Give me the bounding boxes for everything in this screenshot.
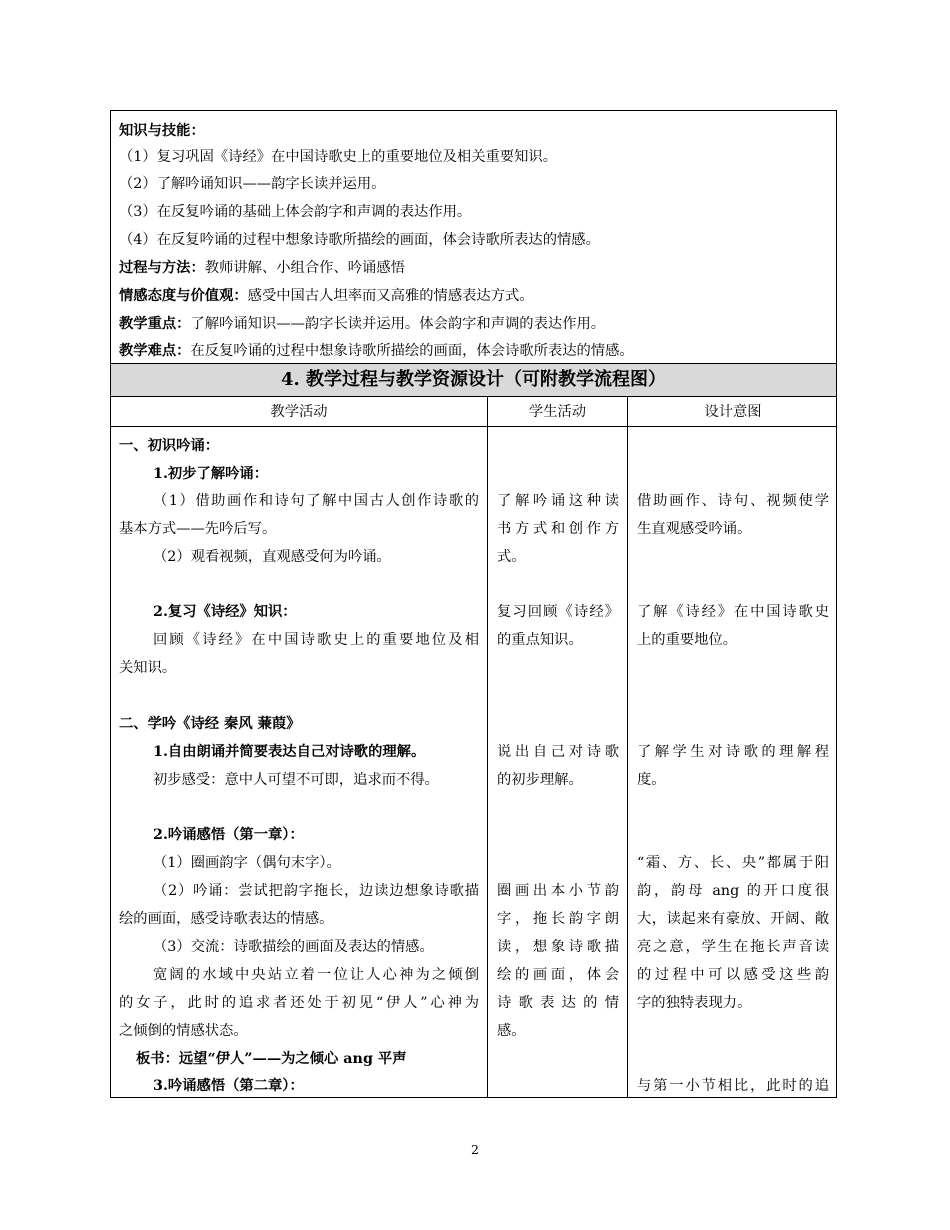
emotion-line bbox=[119, 286, 534, 306]
intent-text: 字的独特表现力。 bbox=[637, 995, 752, 1011]
student-text: 绘的画面，体会 bbox=[497, 967, 619, 983]
student-text: 字，拖长韵字朗 bbox=[497, 911, 619, 927]
section-title: 4. 教学过程与教学资源设计（可附教学流程图） bbox=[280, 369, 667, 390]
teacher-step: 二、学吟《诗经 秦风 蒹葭》 bbox=[119, 716, 301, 732]
intent-text: 上的重要地位。 bbox=[637, 632, 738, 648]
objective-item: （2）了解吟诵知识——韵字长读并运用。 bbox=[119, 176, 386, 192]
intent-text: 生直观感受吟诵。 bbox=[637, 521, 752, 537]
emotion-label: 情感态度与价值观： bbox=[119, 288, 248, 304]
teacher-step: 一、初识吟诵： bbox=[119, 438, 220, 454]
difficulty-label: 教学难点： bbox=[119, 343, 191, 359]
key-point-line bbox=[119, 314, 605, 334]
intent-text: “霜、方、长、央”都属于阳 bbox=[637, 855, 829, 871]
lesson-plan-table bbox=[110, 110, 837, 1098]
intent-text: 了解学生对诗歌的理解程 bbox=[637, 744, 829, 760]
intent-text: 的过程中可以感受这些韵 bbox=[637, 967, 829, 983]
student-text: 复习回顾《诗经》 bbox=[497, 604, 619, 620]
table-rule bbox=[111, 363, 836, 364]
table-rule bbox=[111, 426, 836, 427]
student-text: 的初步理解。 bbox=[497, 772, 583, 788]
objective-item: （3）在反复吟诵的基础上体会韵字和声调的表达作用。 bbox=[119, 204, 472, 220]
process-text: 教师讲解、小组合作、吟诵感悟 bbox=[204, 260, 405, 276]
student-text: 感。 bbox=[497, 1023, 526, 1039]
intent-text: 亮之意，学生在拖长声音读 bbox=[637, 939, 829, 955]
teacher-text: 宽阔的水域中央站立着一位让人心神为之倾倒 bbox=[153, 967, 479, 983]
teacher-step: 2.复习《诗经》知识： bbox=[153, 604, 297, 620]
teacher-text: 基本方式——先吟后写。 bbox=[119, 521, 277, 537]
teacher-text: 回顾《诗经》在中国诗歌史上的重要地位及相 bbox=[153, 632, 479, 648]
process-label: 过程与方法： bbox=[119, 260, 205, 276]
teacher-text: 的女子，此时的追求者还处于初见“伊人”心神为 bbox=[119, 995, 479, 1011]
intent-text: 了解《诗经》在中国诗歌史 bbox=[637, 604, 829, 620]
knowledge-label: 知识与技能： bbox=[119, 123, 205, 139]
difficulty-line bbox=[119, 341, 634, 361]
student-text: 说出自己对诗歌 bbox=[497, 744, 619, 760]
objective-item: （4）在反复吟诵的过程中想象诗歌所描绘的画面，体会诗歌所表达的情感。 bbox=[119, 232, 600, 248]
process-method-line bbox=[119, 258, 405, 278]
student-text: 诗歌表达的情 bbox=[497, 995, 619, 1011]
student-text: 了解吟诵这种读 bbox=[497, 493, 619, 509]
intent-text: 借助画作、诗句、视频使学 bbox=[637, 493, 829, 509]
teacher-text: 绘的画面，感受诗歌表达的情感。 bbox=[119, 911, 334, 927]
student-text: 的重点知识。 bbox=[497, 632, 583, 648]
teacher-text: （3）交流：诗歌描绘的画面及表达的情感。 bbox=[153, 939, 434, 955]
teacher-step: 1.自由朗诵并简要表达自己对诗歌的理解。 bbox=[153, 744, 426, 760]
difficulty-text: 在反复吟诵的过程中想象诗歌所描绘的画面，体会诗歌所表达的情感。 bbox=[190, 343, 634, 359]
student-text: 书方式和创作方 bbox=[497, 521, 619, 537]
column-divider bbox=[487, 396, 488, 1098]
intent-text: 韵，韵母 ang 的开口度很 bbox=[637, 883, 829, 899]
key-point-label: 教学重点： bbox=[119, 316, 191, 332]
teacher-text: （2）观看视频，直观感受何为吟诵。 bbox=[153, 549, 391, 565]
page-number: 2 bbox=[471, 1142, 479, 1157]
teacher-text: （2）吟诵：尝试把韵字拖长，边读边想象诗歌描 bbox=[153, 883, 479, 899]
intent-text: 度。 bbox=[637, 772, 666, 788]
column-header-teacher: 教学活动 bbox=[270, 404, 328, 420]
column-header-student: 学生活动 bbox=[528, 404, 587, 420]
emotion-text: 感受中国古人坦率而又高雅的情感表达方式。 bbox=[247, 288, 534, 304]
teacher-step: 2.吟诵感悟（第一章）： bbox=[153, 827, 304, 843]
column-divider bbox=[627, 396, 628, 1098]
intent-text: 大，读起来有豪放、开阔、敞 bbox=[637, 911, 829, 927]
teacher-text: 关知识。 bbox=[119, 660, 177, 676]
key-point-text: 了解吟诵知识——韵字长读并运用。体会韵字和声调的表达作用。 bbox=[190, 316, 606, 332]
teacher-text: 之倾倒的情感状态。 bbox=[119, 1023, 248, 1039]
column-header-intent: 设计意图 bbox=[704, 404, 762, 420]
intent-text: 与第一小节相比，此时的追 bbox=[637, 1078, 829, 1094]
teacher-step: 3.吟诵感悟（第二章）： bbox=[153, 1078, 304, 1094]
teacher-text: （1）借助画作和诗句了解中国古人创作诗歌的 bbox=[153, 493, 479, 509]
student-text: 圈画出本小节韵 bbox=[497, 883, 619, 899]
objective-item: （1）复习巩固《诗经》在中国诗歌史上的重要地位及相关重要知识。 bbox=[119, 149, 557, 165]
board-note: 板书：远望“伊人”——为之倾心 ang 平声 bbox=[136, 1051, 407, 1067]
student-text: 读，想象诗歌描 bbox=[497, 939, 619, 955]
teacher-text: 初步感受：意中人可望不可即，追求而不得。 bbox=[153, 772, 439, 788]
teacher-text: （1）圈画韵字（偶句末字）。 bbox=[153, 855, 341, 871]
student-text: 式。 bbox=[497, 549, 526, 565]
teacher-step: 1.初步了解吟诵： bbox=[153, 466, 269, 482]
table-rule bbox=[111, 396, 836, 397]
